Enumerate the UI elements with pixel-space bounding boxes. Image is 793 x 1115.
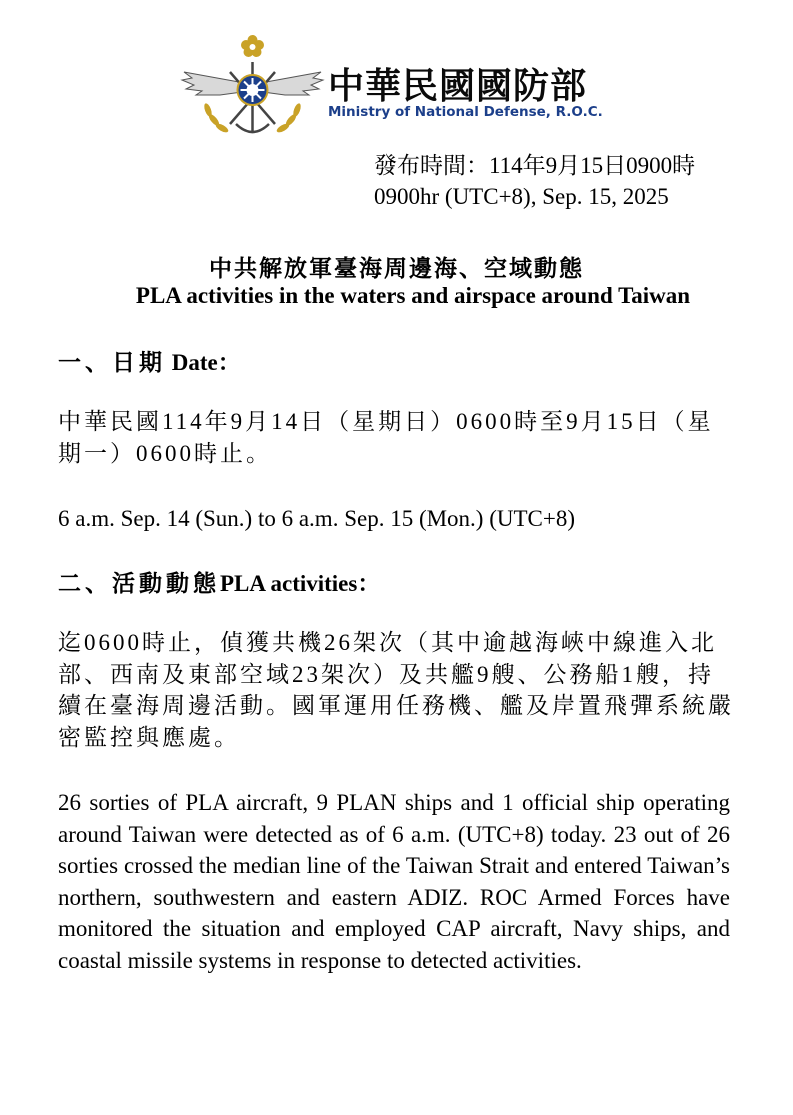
letterhead — [180, 32, 640, 142]
mnd-emblem-icon — [180, 32, 325, 142]
section1-body-en: 6 a.m. Sep. 14 (Sun.) to 6 a.m. Sep. 15 (Mon.) (UTC+8) — [58, 506, 576, 531]
section2-heading-zh: 二、活動動態 — [58, 570, 220, 597]
title-zh: 中共解放軍臺海周邊海、空域動態 — [209, 255, 584, 282]
release-time-en: 0900hr (UTC+8), Sep. 15, 2025 — [374, 184, 669, 209]
org-name-zh: 中華民國國防部 — [328, 66, 588, 107]
section1-heading-zh: 一、日期 — [58, 349, 166, 376]
section2-heading-en: PLA activities： — [220, 571, 381, 596]
title-en: PLA activities in the waters and airspace around Taiwan — [135, 283, 691, 308]
section1-heading — [58, 344, 241, 377]
section2-heading — [58, 565, 380, 598]
section2-body-en: 26 sorties of PLA aircraft, 9 PLAN ships and 1 official ship operating around Taiwan were detected as of 6 a.m. (UTC+8) today. 23 out of 26 sorties crossed the median line of the Taiwan Strait and entered Taiwan’s northern, southwestern and eastern ADIZ. ROC Armed Forces have monitored the situation and employed CAP aircraft, Navy ships, and coastal missile systems in response to detected activities. — [58, 790, 730, 973]
section2-body-zh: 迄0600時止，偵獲共機26架次（其中逾越海峽中線進入北部、西南及東部空域23架次）及共艦9艘、公務船1艘，持續在臺海周邊活動。國軍運用任務機、艦及岸置飛彈系統嚴密監控與應處。 — [58, 630, 734, 750]
section1-heading-en: Date： — [171, 350, 241, 375]
section1-body-zh: 中華民國114年9月14日（星期日）0600時至9月15日（星期一）0600時止。 — [58, 409, 714, 466]
org-name-en: Ministry of National Defense, R.O.C. — [328, 104, 603, 120]
release-time-zh: 發布時間：114年9月15日0900時 — [374, 153, 696, 178]
release-time — [374, 150, 695, 212]
